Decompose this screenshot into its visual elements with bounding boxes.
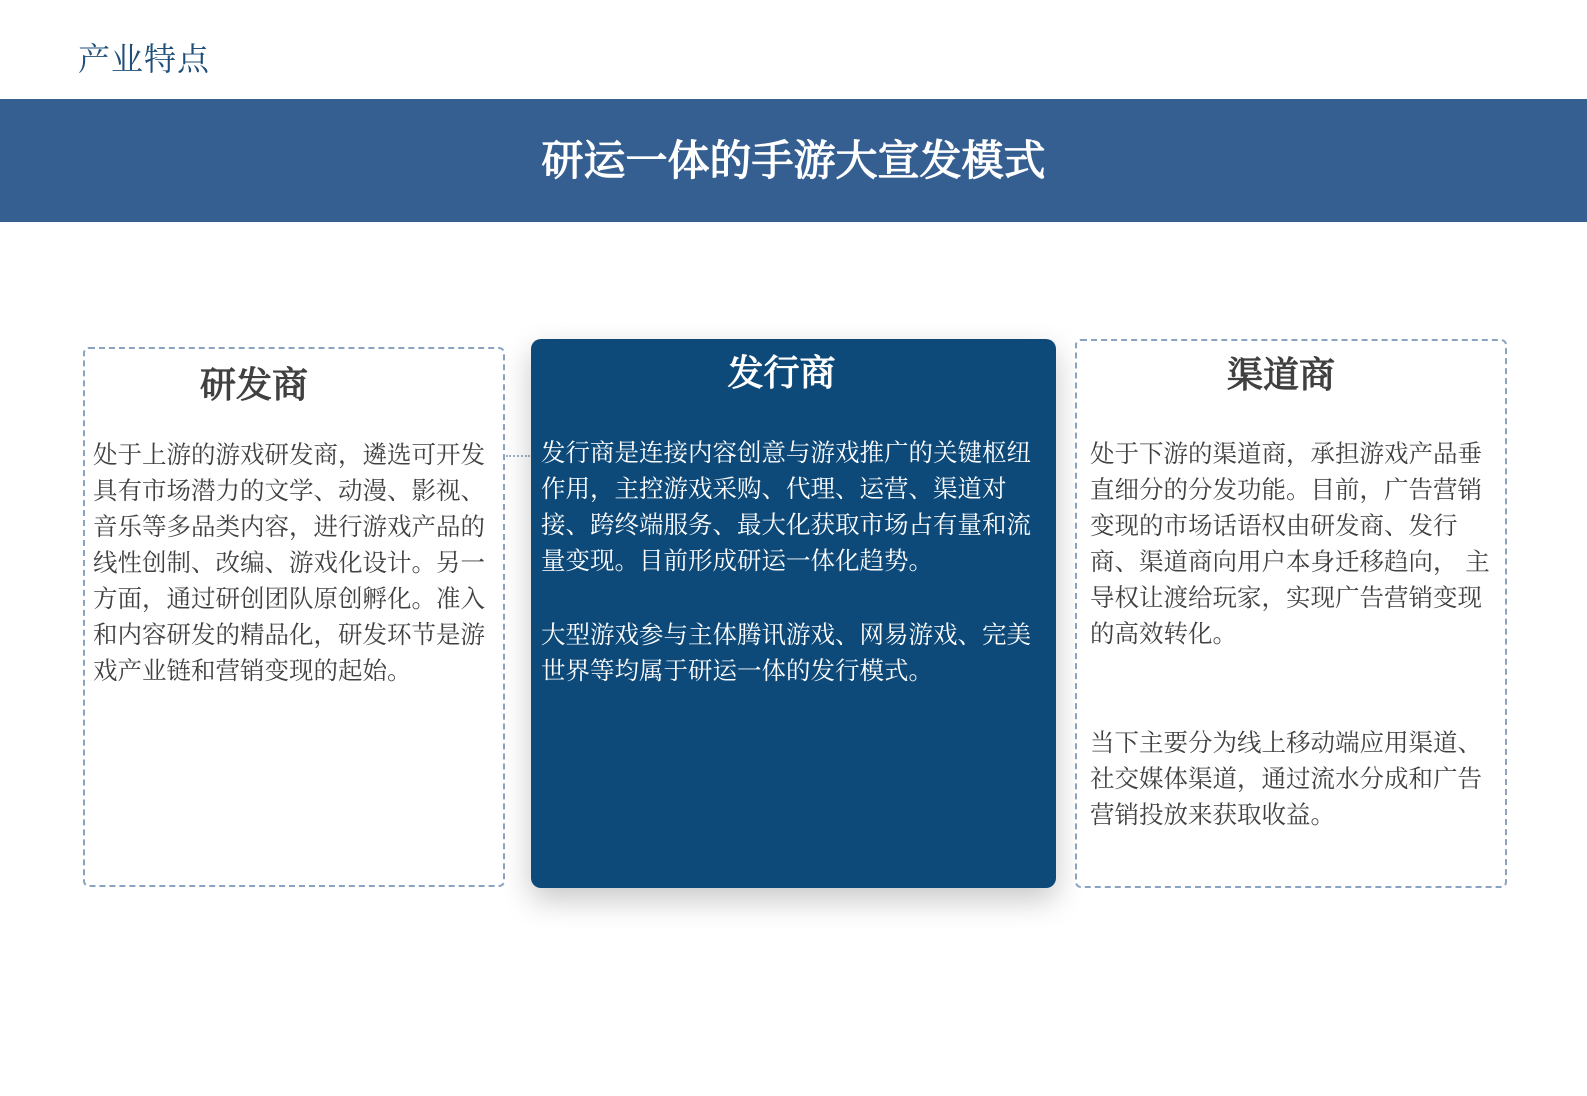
banner-title: 研运一体的手游大宣发模式: [541, 136, 1046, 185]
title-banner: [0, 99, 1587, 222]
publisher-card-text-1: 发行商是连接内容创意与游戏推广的关键枢纽作用，主控游戏采购、代理、运营、渠道对接、跨终端服务、最大化获取市场占有量和流量变现。目前形成研运一体化趋势。: [541, 438, 1031, 575]
channel-card: [1075, 339, 1507, 888]
section-label: 产业特点: [78, 40, 211, 78]
channel-card-text-2: 当下主要分为线上移动端应用渠道、社交媒体渠道，通过流水分成和广告营销投放来获取收益。: [1090, 728, 1482, 829]
developer-card: [83, 347, 505, 887]
channel-card-text-1: 处于下游的渠道商，承担游戏产品垂直细分的分发功能。目前，广告营销变现的市场话语权由研发商、发行商、渠道商向用户本身迁移趋向， 主导权让渡给玩家，实现广告营销变现的高效转化。: [1090, 439, 1490, 648]
developer-card-title: 研发商: [199, 365, 308, 406]
publisher-card: [531, 339, 1056, 888]
publisher-card-title: 发行商: [727, 353, 836, 394]
publisher-card-text-2: 大型游戏参与主体腾讯游戏、网易游戏、完美世界等均属于研运一体的发行模式。: [541, 620, 1031, 685]
developer-card-text: 处于上游的游戏研发商，遴选可开发具有市场潜力的文学、动漫、影视、音乐等多品类内容，进行游戏产品的线性创制、改编、游戏化设计。另一方面，通过研创团队原创孵化。准入和内容研发的精品化，研发环节是游戏产业链和营销变现的起始。: [93, 440, 485, 685]
channel-card-title: 渠道商: [1226, 355, 1335, 396]
card-connector: [506, 455, 530, 457]
